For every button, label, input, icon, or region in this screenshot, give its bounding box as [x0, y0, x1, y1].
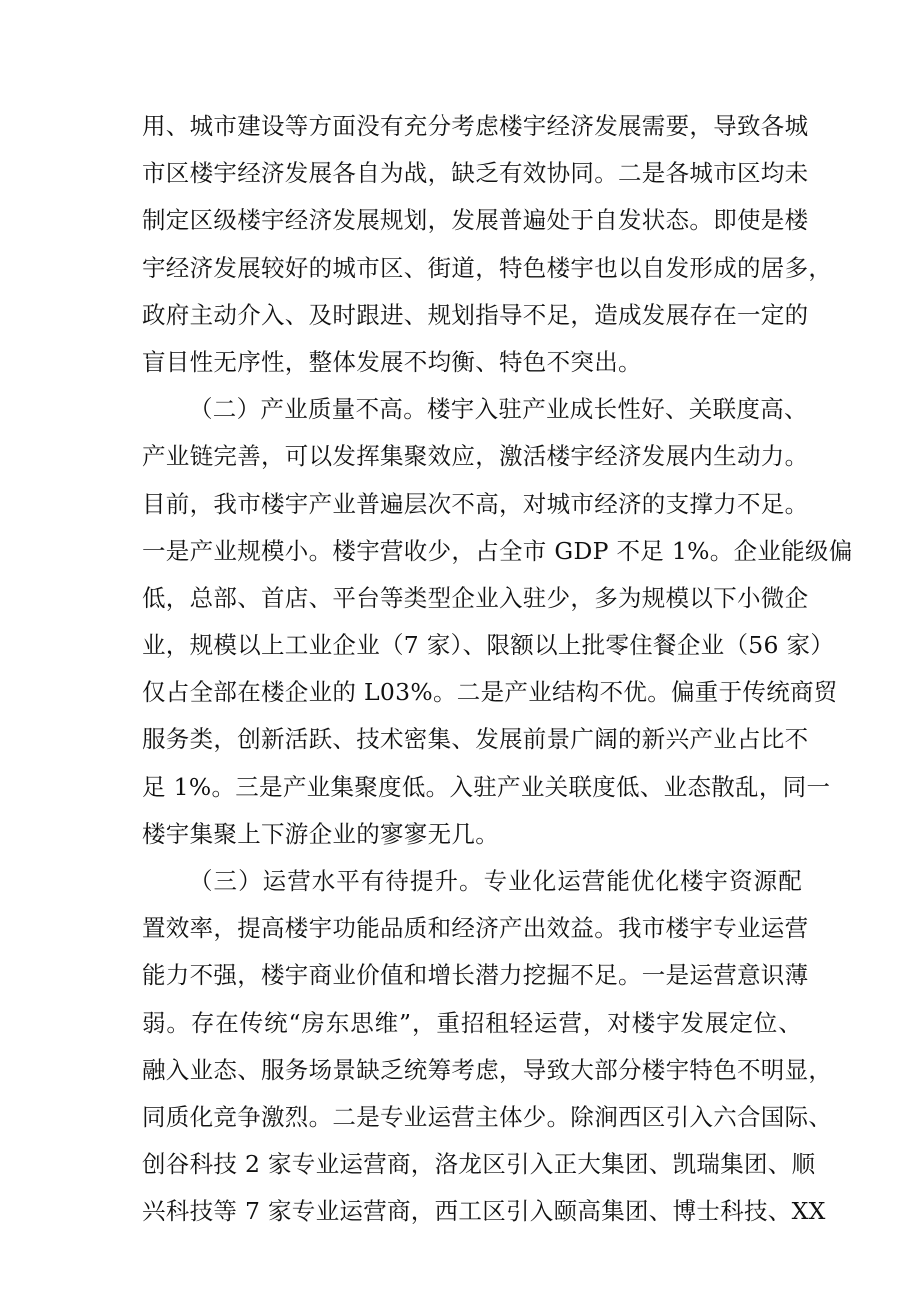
- text-line: 创谷科技 2 家专业运营商，洛龙区引入正大集团、凯瑞集团、顺: [142, 1150, 816, 1179]
- section-heading-line: （三）运营水平有待提升。专业化运营能优化楼宇资源配: [189, 867, 802, 895]
- text-line: 同质化竞争激烈。二是专业运营主体少。除涧西区引入六合国际、: [142, 1102, 833, 1131]
- text-line: 宇经济发展较好的城市区、街道，特色楼宇也以自发形成的居多，: [142, 253, 833, 282]
- text-line: 市区楼宇经济发展各自为战，缺乏有效协同。二是各城市区均未: [142, 159, 809, 188]
- text-line: 制定区级楼宇经济发展规划，发展普遍处于自发状态。即使是楼: [142, 206, 809, 235]
- text-line: 兴科技等 7 家专业运营商，西工区引入颐高集团、博士科技、XX: [142, 1197, 826, 1226]
- text-line: 业，规模以上工业企业（7 家）、限额以上批零住餐企业（56 家）: [142, 631, 835, 660]
- text-line: 置效率，提高楼宇功能品质和经济产出效益。我市楼宇专业运营: [142, 914, 809, 943]
- text-line: 仅占全部在楼企业的 L03%。二是产业结构不优。偏重于传统商贸: [142, 678, 838, 707]
- text-line: 低，总部、首店、平台等类型企业入驻少，多为规模以下小微企: [142, 583, 809, 612]
- text-line: 产业链完善，可以发挥集聚效应，激活楼宇经济发展内生动力。: [142, 442, 809, 471]
- text-line: 足 1%。三是产业集聚度低。入驻产业关联度低、业态散乱，同一: [142, 772, 831, 801]
- text-line: 政府主动介入、及时跟进、规划指导不足，造成发展存在一定的: [142, 300, 809, 329]
- text-line: 融入业态、服务场景缺乏统筹考虑，导致大部分楼宇特色不明显，: [142, 1055, 833, 1084]
- section-heading-line: （二）产业质量不高。楼宇入驻产业成长性好、关联度高、: [189, 395, 808, 424]
- text-line: 楼宇集聚上下游企业的寥寥无几。: [142, 819, 499, 848]
- text-line: 目前，我市楼宇产业普遍层次不高，对城市经济的支撑力不足。: [142, 489, 809, 518]
- text-line: 弱。存在传统“房东思维”，重招租轻运营，对楼宇发展定位、: [142, 1008, 802, 1037]
- text-line: 一是产业规模小。楼宇营收少，占全市 GDP 不足 1%。企业能级偏: [142, 536, 853, 565]
- text-line: 用、城市建设等方面没有充分考虑楼宇经济发展需要，导致各城: [142, 112, 809, 140]
- text-line: 盲目性无序性，整体发展不均衡、特色不突出。: [142, 347, 642, 376]
- text-line: 服务类，创新活跃、技术密集、发展前景广阔的新兴产业占比不: [142, 725, 809, 754]
- body-text: [142, 103, 853, 1236]
- text-line: 能力不强，楼宇商业价值和增长潜力挖掘不足。一是运营意识薄: [142, 961, 809, 990]
